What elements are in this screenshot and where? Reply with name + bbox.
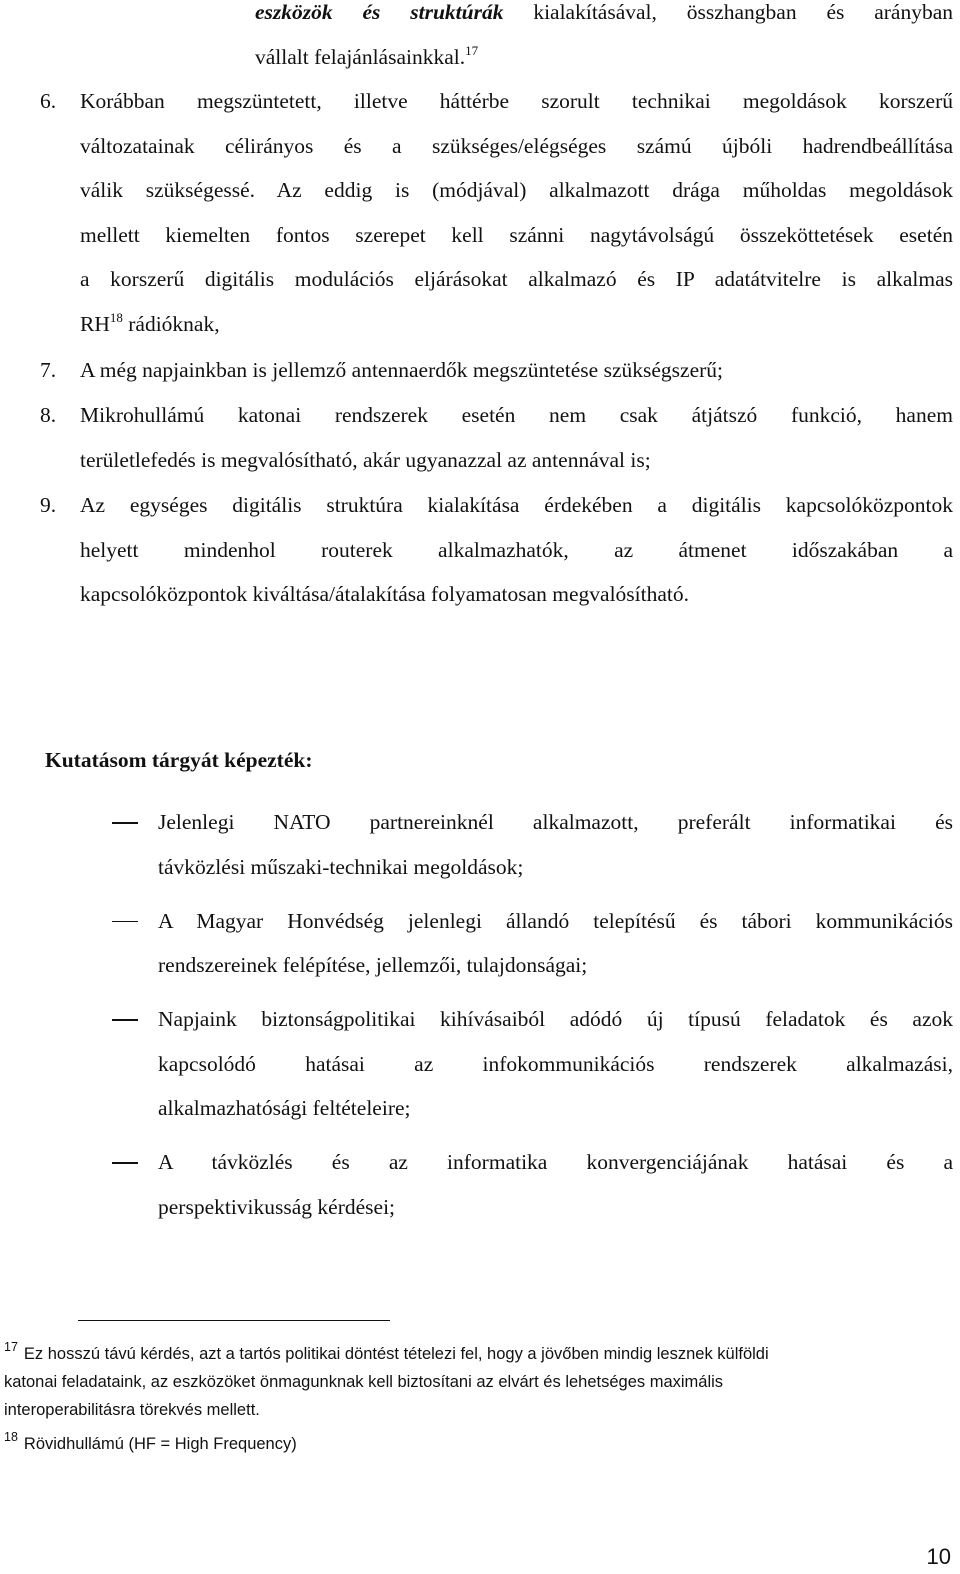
item-line bbox=[40, 348, 953, 393]
item-line: helyett mindenhol routerek alkalmazhatók, az átmenet időszakában a bbox=[80, 537, 953, 562]
item-line: területlefedés is megvalósítható, akár ugyanazzal az antennával is; bbox=[80, 447, 651, 472]
footnote-mark: 17 bbox=[4, 1340, 18, 1354]
list-item bbox=[112, 997, 953, 1131]
emphasis-text: eszközök és struktúrák bbox=[255, 0, 504, 24]
continuation-text-2: vállalt felajánlásainkkal. bbox=[255, 44, 466, 69]
list-item-8 bbox=[40, 393, 953, 482]
item-number: 8. bbox=[40, 403, 57, 427]
dash-bullet-icon bbox=[112, 1019, 138, 1021]
footnote-line bbox=[4, 1340, 904, 1368]
footnote-text: Ez hosszú távú kérdés, azt a tartós politikai döntést tételezi fel, hogy a jövőben mindig lesznek külföldi bbox=[23, 1345, 769, 1363]
item-line: mellett kiemelten fontos szerepet kell szánni nagytávolságú összeköttetések esetén bbox=[80, 222, 953, 247]
footnote-18 bbox=[4, 1430, 904, 1458]
item-line bbox=[40, 302, 953, 347]
dash-bullet-icon bbox=[112, 921, 138, 923]
item-line: változatainak célirányos és a szükséges/elégséges számú újbóli hadrendbeállítása bbox=[80, 133, 953, 158]
item-5-continuation bbox=[255, 0, 953, 79]
item-number: 6. bbox=[40, 89, 57, 113]
item-text: RH bbox=[80, 311, 110, 336]
item-text: A még napjainkban is jellemző antennaerdők megszüntetése szükségszerű; bbox=[80, 358, 723, 382]
footnote-ref-18[interactable]: 18 bbox=[109, 309, 123, 325]
footnote-separator bbox=[78, 1320, 390, 1321]
list-item-6 bbox=[40, 79, 953, 346]
bullet-line: perspektivikusság kérdései; bbox=[158, 1194, 396, 1219]
list-item-9 bbox=[40, 483, 953, 617]
item-line: válik szükségessé. Az eddig is (módjával) alkalmazott drága műholdas megoldások bbox=[80, 178, 953, 202]
bullet-line: A Magyar Honvédség jelenlegi állandó telepítésű és tábori kommunikációs bbox=[158, 908, 953, 933]
footnote-17 bbox=[4, 1340, 904, 1424]
list-item bbox=[112, 899, 953, 988]
footnote-text: Rövidhullámú (HF = High Frequency) bbox=[23, 1435, 297, 1453]
research-topics-list bbox=[112, 800, 953, 1239]
continuation-line-1 bbox=[255, 0, 953, 35]
item-line: a korszerű digitális modulációs eljárásokat alkalmazó és IP adatátvitelre is alkalmas bbox=[80, 267, 953, 291]
footnote-line bbox=[4, 1430, 904, 1458]
bullet-line: Jelenlegi NATO partnereinknél alkalmazott, preferált informatikai és bbox=[158, 810, 953, 834]
footnotes bbox=[4, 1340, 904, 1458]
footnote-mark: 18 bbox=[4, 1430, 18, 1444]
item-line: kapcsolóközpontok kiváltása/átalakítása folyamatosan megvalósítható. bbox=[80, 582, 689, 606]
page-number: 10 bbox=[926, 1544, 951, 1569]
item-line bbox=[40, 483, 953, 528]
dash-bullet-icon bbox=[112, 822, 138, 824]
bullet-line: távközlési műszaki-technikai megoldások; bbox=[158, 854, 524, 879]
item-line bbox=[40, 79, 953, 124]
continuation-line-2 bbox=[255, 35, 953, 80]
item-text: rádióknak, bbox=[122, 311, 220, 336]
item-number: 7. bbox=[40, 358, 57, 382]
list-item bbox=[112, 800, 953, 889]
item-text: Az egységes digitális struktúra kialakítása érdekében a digitális kapcsolóközpontok bbox=[80, 493, 953, 517]
item-number: 9. bbox=[40, 493, 57, 517]
section-heading: Kutatásom tárgyát képezték: bbox=[45, 748, 313, 772]
dash-bullet-icon bbox=[112, 1162, 138, 1164]
bullet-line: A távközlés és az informatika konvergenciájának hatásai és a bbox=[158, 1150, 953, 1174]
bullet-line: kapcsolódó hatásai az infokommunikációs rendszerek alkalmazási, bbox=[158, 1051, 953, 1076]
item-line bbox=[40, 393, 953, 438]
footnote-line: interoperabilitásra törekvés mellett. bbox=[4, 1401, 260, 1419]
list-item bbox=[112, 1140, 953, 1229]
item-text: Korábban megszüntetett, illetve háttérbe szorult technikai megoldások korszerű bbox=[80, 89, 953, 113]
bullet-line: rendszereinek felépítése, jellemzői, tulajdonságai; bbox=[158, 953, 588, 977]
item-text: Mikrohullámú katonai rendszerek esetén nem csak átjátszó funkció, hanem bbox=[80, 403, 953, 427]
continuation-text: kialakításával, összhangban és arányban bbox=[503, 0, 953, 24]
footnote-ref-17[interactable]: 17 bbox=[465, 42, 479, 58]
bullet-line: alkalmazhatósági feltételeire; bbox=[158, 1096, 411, 1120]
footnote-line: katonai feladataink, az eszközöket önmagunknak kell biztosítani az elvárt és lehetséges maximális bbox=[4, 1373, 724, 1391]
bullet-line: Napjaink biztonságpolitikai kihívásaiból adódó új típusú feladatok és azok bbox=[158, 1007, 953, 1031]
list-item-7 bbox=[40, 348, 953, 393]
